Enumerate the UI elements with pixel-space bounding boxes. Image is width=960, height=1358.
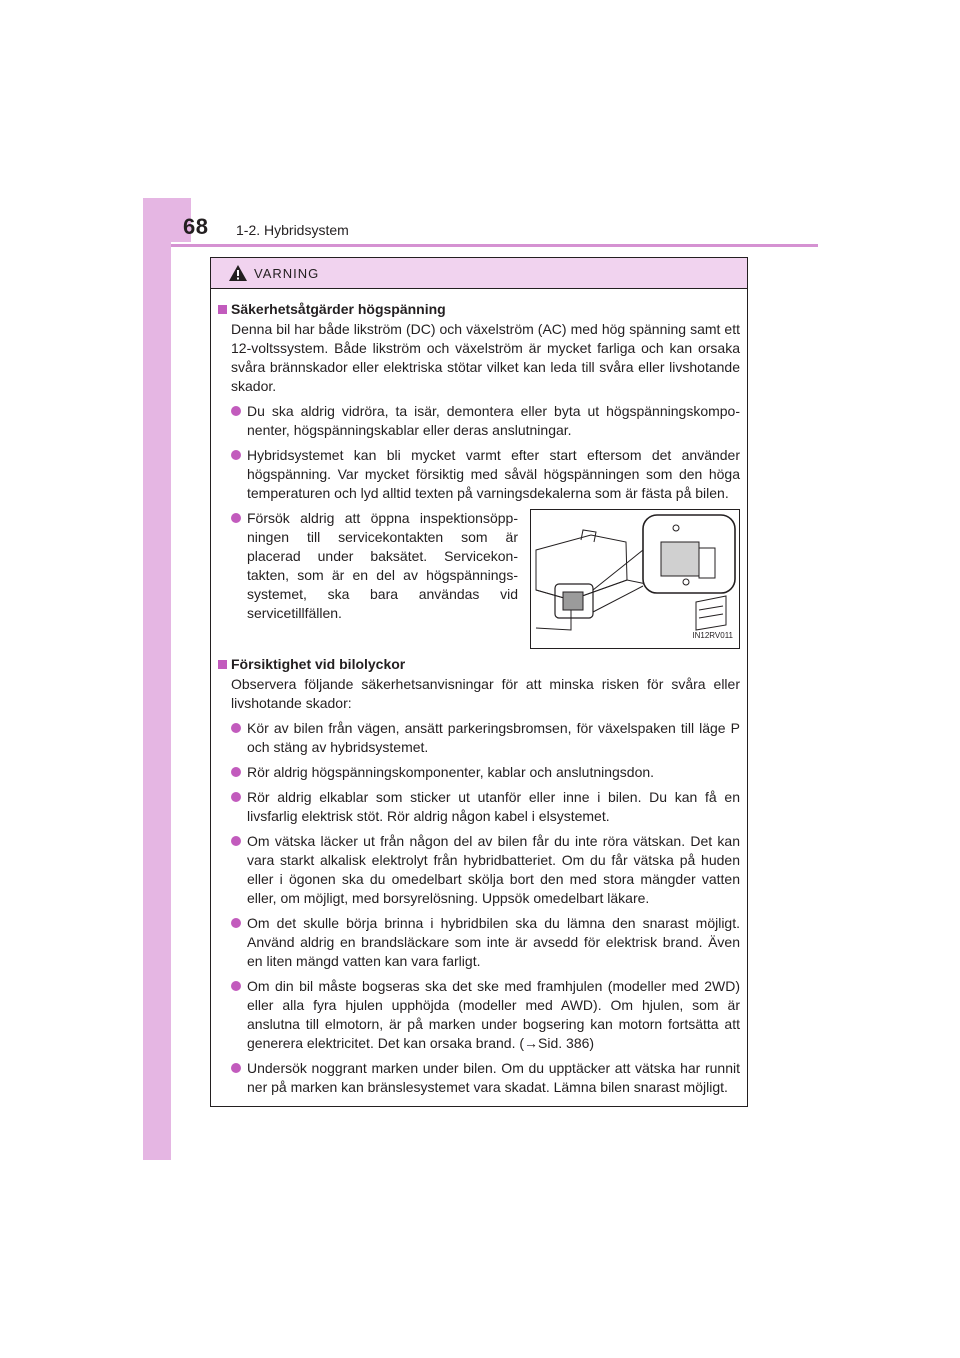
square-bullet-icon [218,660,227,669]
list-item: Rör aldrig högspänningskomponenter, kablar och anslutningsdon. [218,763,740,782]
bullet-dot-icon [231,836,241,846]
bullet-dot-icon [231,918,241,928]
list-item: Försök aldrig att öppna inspektionsöpp-ningen till servicekontakten som är placerad under baksätet. Servicekon-takten, som är en del av högspännings-systemet, ska bara användas vid servicetillfällen. [218,509,530,623]
list-item: Undersök noggrant marken under bilen. Om du upptäcker att vätska har runnit ner på marken kan bränslesystemet vara skadat. Lämna bilen snarast möjligt. [218,1059,740,1097]
section-heading: Försiktighet vid bilolyckor [218,655,740,674]
warning-header [211,258,747,289]
section-title: 1-2. Hybridsystem [236,222,349,238]
page-number: 68 [183,214,209,239]
bullet-dot-icon [231,513,241,523]
list-item: Kör av bilen från vägen, ansätt parkeringsbromsen, för växelspaken till läge P och stäng av hybridsystemet. [218,719,740,757]
bullet-dot-icon [231,406,241,416]
warning-label: VARNING [254,265,320,281]
list-item: Om vätska läcker ut från någon del av bilen får du inte röra vätskan. Det kan vara starkt alkalisk elektrolyt från hybridbatteriet. Om du får vätska på huden eller i ögonen ska du omedelbart skölja bort den med stora mängder vatten eller, om möjligt, med borsyrelösning. Uppsök omedelbart läkare. [218,832,740,908]
section-intro: Observera följande säkerhetsanvisningar för att minska risken för svåra eller livshotande skador: [231,676,740,711]
list-item: Rör aldrig elkablar som sticker ut utanför eller inne i bilen. Du kan få en livsfarlig elektrisk stöt. Rör aldrig någon kabel i elsystemet. [218,788,740,826]
warning-box [210,257,748,1107]
bullet-dot-icon [231,723,241,733]
figure-label: IN12RV011 [692,631,733,640]
bullet-dot-icon [231,767,241,777]
figure-row [218,509,740,649]
section-heading: Säkerhetsåtgärder högspänning [218,300,740,319]
warning-triangle-icon [228,264,248,282]
section-intro: Denna bil har både likström (DC) och växelström (AC) med hög spänning samt ett 12-voltssystem. Både likström och växelström är mycket farliga och kan orsaka svåra brännskador eller elektriska stötar vilket kan leda till svåra eller livshotande skador. [231,321,740,394]
header-rule [171,244,818,247]
square-bullet-icon [218,305,227,314]
bullet-dot-icon [231,450,241,460]
bullet-dot-icon [231,981,241,991]
bullet-dot-icon [231,1063,241,1073]
chapter-sidebar-tab [143,198,171,1160]
bullet-dot-icon [231,792,241,802]
list-item: Hybridsystemet kan bli mycket varmt efter start eftersom det använder högspänning. Var mycket försiktig med såväl högspänningen som den höga temperaturen och lyd alltid texten på varningsdekalerna som är fästa på bilen. [218,446,740,503]
list-item: Om det skulle börja brinna i hybridbilen ska du lämna den snarast möjligt. Använd aldrig en brandsläckare som inte är avsedd för elektrisk brand. Även en liten mängd vatten kan vara farligt. [218,914,740,971]
service-plug-illustration [530,509,740,649]
list-item: Du ska aldrig vidröra, ta isär, demontera eller byta ut högspänningskompo-nenter, högspänningskablar eller deras anslutningar. [218,402,740,440]
warning-content [218,300,740,1103]
list-item: Om din bil måste bogseras ska det ske med framhjulen (modeller med 2WD) eller alla fyra hjulen upphöjda (modeller med AWD). Om hjulen, som är anslutna till elmotorn, är på marken under bogsering kan motorn fortsätta att generera elektricitet. Det kan orsaka brand. (→Sid. 386) [218,977,740,1053]
